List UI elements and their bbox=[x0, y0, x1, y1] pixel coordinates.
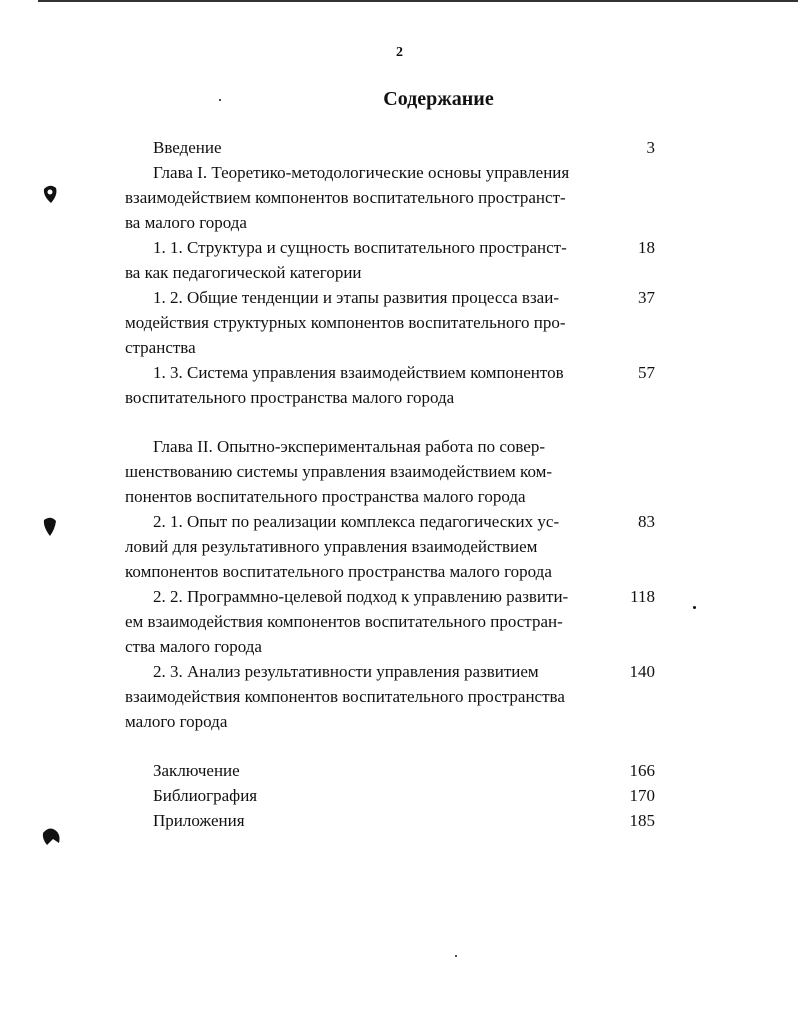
toc-conclusion-page: 166 bbox=[629, 761, 655, 780]
toc-intro-label: Введение bbox=[153, 138, 222, 157]
toc-s11-page: 18 bbox=[638, 238, 655, 257]
toc-chapter1-line: Глава I. Теоретико-методологические основы управления bbox=[153, 163, 570, 182]
toc-intro-page: 3 bbox=[646, 138, 655, 157]
page-title: Содержание bbox=[383, 88, 494, 110]
toc-chapter2-line: Глава II. Опытно-экспериментальная работа по совер- bbox=[153, 437, 546, 456]
toc-s12-line: 1. 2. Общие тенденции и этапы развития процесса взаи- bbox=[153, 288, 559, 307]
toc-s23-line: взаимодействия компонентов воспитательного пространства bbox=[125, 687, 565, 706]
toc-s12-page: 37 bbox=[638, 288, 655, 307]
toc-bibliography-page: 170 bbox=[629, 786, 655, 805]
toc-s11-line: ва как педагогической категории bbox=[125, 263, 362, 282]
toc-s22-page: 118 bbox=[630, 587, 655, 606]
toc-s21-line: ловий для результативного управления взаимодействием bbox=[125, 537, 538, 556]
scan-speck bbox=[455, 955, 457, 957]
punch-hole-mark bbox=[40, 183, 60, 205]
toc-s12-line: модействия структурных компонентов воспитательного про- bbox=[125, 313, 566, 332]
toc-s21-line: компонентов воспитательного пространства малого города bbox=[125, 562, 552, 581]
toc-s21-line: 2. 1. Опыт по реализации комплекса педагогических ус- bbox=[153, 512, 560, 531]
toc-s22-line: ем взаимодействия компонентов воспитательного простран- bbox=[125, 612, 563, 631]
toc-s13-page: 57 bbox=[638, 363, 655, 382]
toc-s13-line: 1. 3. Система управления взаимодействием компонентов bbox=[153, 363, 564, 382]
toc-chapter1-line: взаимодействием компонентов воспитательного пространст- bbox=[125, 188, 566, 207]
page-number: 2 bbox=[396, 45, 403, 60]
toc-conclusion-label: Заключение bbox=[153, 761, 240, 780]
toc-chapter2-line: понентов воспитательного пространства малого города bbox=[125, 487, 526, 506]
scan-speck bbox=[219, 99, 221, 101]
top-rule bbox=[38, 0, 798, 2]
toc-bibliography-label: Библиография bbox=[153, 786, 258, 805]
toc-s23-page: 140 bbox=[629, 662, 655, 681]
punch-hole-mark bbox=[40, 515, 60, 537]
toc-appendix-page: 185 bbox=[629, 811, 655, 830]
toc-s21-page: 83 bbox=[638, 512, 655, 531]
toc-s12-line: странства bbox=[125, 338, 196, 357]
toc-s22-line: ства малого города bbox=[125, 637, 262, 656]
toc-chapter2-line: шенствованию системы управления взаимодействием ком- bbox=[125, 462, 553, 481]
toc-s23-line: малого города bbox=[125, 712, 228, 731]
toc-s22-line: 2. 2. Программно-целевой подход к управлению развити- bbox=[153, 587, 569, 606]
toc-s23-line: 2. 3. Анализ результативности управления развитием bbox=[153, 662, 539, 681]
toc-s11-line: 1. 1. Структура и сущность воспитательного пространст- bbox=[153, 238, 567, 257]
punch-hole-mark bbox=[40, 825, 64, 847]
toc-appendix-label: Приложения bbox=[153, 811, 245, 830]
toc-chapter1-line: ва малого города bbox=[125, 213, 247, 232]
scan-speck bbox=[693, 606, 696, 609]
toc-s13-line: воспитательного пространства малого города bbox=[125, 388, 455, 407]
